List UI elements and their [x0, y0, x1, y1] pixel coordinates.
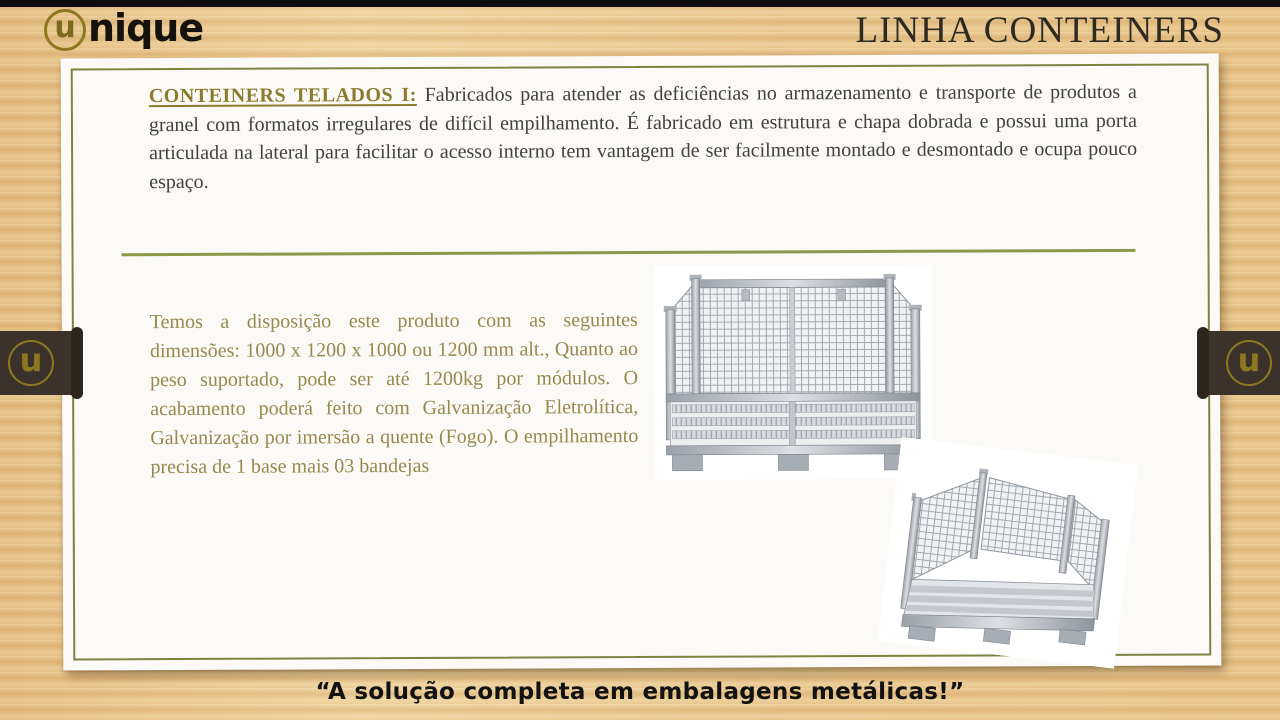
right-ribbon-tab — [1200, 331, 1280, 395]
logo-u-icon — [44, 9, 86, 51]
left-ribbon-tab — [0, 331, 80, 395]
details-paragraph: Temos a disposição este produto com as seguintes dimensões: 1000 x 1200 x 1000 ou 1200 mm alt., Quanto ao peso suportado, pode ser até 1200kg por módulos. O acabamento poderá feito com Galvanização Eletrolítica, Galvanização por imersão a quente (Fogo). O empilhamento precisa de 1 base mais 03 bandejas — [149, 309, 639, 479]
mesh-container-open-view — [878, 437, 1138, 669]
ribbon-u-letter-left: u — [19, 341, 43, 379]
divider-line — [122, 249, 1136, 256]
intro-paragraph — [149, 78, 1137, 196]
page-title: LINHA CONTEINERS — [855, 10, 1224, 51]
company-logo — [44, 7, 203, 53]
footer-tagline: “A solução completa em embalagens metálicas!” — [315, 679, 965, 705]
ribbon-u-icon-right — [1226, 340, 1272, 386]
product-image-closed-container — [654, 265, 933, 480]
logo-text: nique — [88, 6, 204, 50]
ribbon-u-letter-right: u — [1237, 341, 1261, 379]
ribbon-u-icon-left — [8, 340, 54, 386]
content-card — [61, 53, 1222, 670]
right-ribbon-tip — [1197, 327, 1209, 399]
mesh-container-front-view — [654, 265, 933, 480]
section-heading: CONTEINERS TELADOS I: — [148, 83, 417, 108]
left-ribbon-tip — [71, 327, 83, 399]
product-image-open-container — [878, 437, 1138, 669]
intro-text: Fabricados para atender as deficiências no armazenamento e transporte de produtos a granel com formatos irregulares de difícil empilhamento. É fabricado em estrutura e chapa dobrada e possui uma porta articulada na lateral para facilitar o acesso interno tem vantagem de ser facilmente montado e desmontado e ocupa pouco espaço. — [148, 80, 1138, 193]
logo-u-letter: u — [54, 9, 76, 45]
